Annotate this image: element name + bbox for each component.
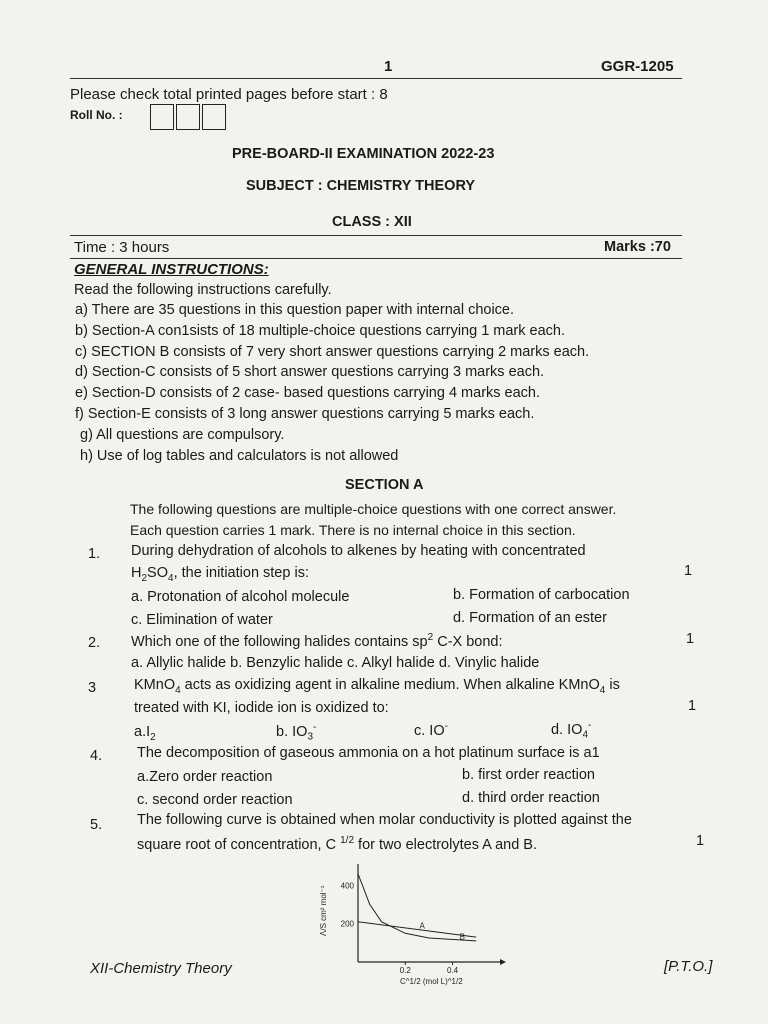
q3-option-d: d. $IO_4^-$: [551, 720, 592, 741]
time-rule-top: [70, 235, 682, 236]
x-tick-label: 0.4: [446, 966, 459, 975]
q1-text: During dehydration of alcohols to alkenes by heating with concentrated: [131, 543, 586, 559]
q4-option-c: c. second order reaction: [137, 792, 293, 808]
q2-text: Which one of the following halides contains $sp^2$ C-X bond:: [131, 632, 503, 650]
q2-marks: 1: [686, 631, 695, 647]
instructions-heading: GENERAL INSTRUCTIONS:: [74, 261, 269, 278]
time-label: Time : 3 hours: [74, 239, 170, 256]
x-axis-label: C^1/2 (mol L)^1/2: [400, 977, 463, 986]
q3-text-line1: KMnO$_4$ acts as oxidizing agent in alkaline medium. When alkaline KMnO$_4$ is: [134, 677, 620, 696]
series-label-a: A: [419, 921, 425, 931]
instructions-intro: Read the following instructions carefully.: [74, 282, 332, 298]
header-rule: [70, 78, 682, 79]
q1-number: 1.: [88, 546, 101, 562]
pages-note: Please check total printed pages before start : 8: [70, 86, 388, 103]
exam-title: PRE-BOARD-II EXAMINATION 2022-23: [232, 146, 495, 162]
paper-code: GGR-1205: [601, 58, 674, 75]
y-tick-label: 400: [340, 881, 354, 891]
instruction-item: d) Section-C consists of 5 short answer questions carrying 3 marks each.: [75, 364, 545, 381]
page-number: 1: [384, 58, 393, 75]
q3-marks: 1: [688, 698, 697, 714]
q1-option-c: c. Elimination of water: [131, 612, 273, 628]
instruction-item: g) All questions are compulsory.: [80, 426, 285, 443]
series-label-b: B: [459, 932, 465, 942]
q3-text-line2: treated with KI, iodide ion is oxidized to:: [134, 700, 389, 716]
x-tick-label: 0.2: [399, 966, 411, 975]
q5-number: 5.: [90, 817, 103, 833]
roll-box-3[interactable]: [202, 104, 226, 130]
instruction-item: e) Section-D consists of 2 case- based questions carrying 4 marks each.: [75, 385, 541, 402]
conductivity-chart: [300, 862, 510, 992]
series-line-a: [358, 922, 476, 937]
instruction-item: b) Section-A con1sists of 18 multiple-choice questions carrying 1 mark each.: [75, 322, 566, 339]
time-rule-bottom: [70, 258, 682, 259]
q4-option-d: d. third order reaction: [462, 790, 600, 806]
q3-option-c: c. IO-: [414, 721, 448, 739]
section-a-heading: SECTION A: [345, 477, 424, 493]
q5-marks: 1: [696, 833, 705, 849]
roll-box-2[interactable]: [176, 104, 200, 130]
section-a-intro-2: Each question carries 1 mark. There is no internal choice in this section.: [130, 522, 576, 538]
q3-number: 3: [88, 680, 97, 696]
q1-text-line2: $H_2SO_4$, the initiation step is:: [131, 565, 309, 584]
q4-option-a: a.Zero order reaction: [137, 769, 273, 785]
y-axis-label: Λ/S cm² mol⁻¹: [319, 885, 328, 936]
q1-marks: 1: [684, 563, 693, 579]
instruction-item: h) Use of log tables and calculators is not allowed: [80, 447, 399, 464]
q5-text-line1: The following curve is obtained when molar conductivity is plotted against the: [137, 812, 632, 828]
q2-options: a. Allylic halide b. Benzylic halide c. Alkyl halide d. Vinylic halide: [131, 655, 540, 671]
q4-text: The decomposition of gaseous ammonia on a hot platinum surface is a1: [137, 745, 600, 761]
roll-box-1[interactable]: [150, 104, 174, 130]
section-a-intro-1: The following questions are multiple-choice questions with one correct answer.: [130, 501, 617, 517]
q1-option-a: a. Protonation of alcohol molecule: [131, 589, 350, 605]
subject-title: SUBJECT : CHEMISTRY THEORY: [246, 178, 476, 194]
y-tick-label: 200: [340, 919, 354, 929]
q5-text-line2: square root of concentration, C $^{1/2}$ for two electrolytes A and B.: [137, 835, 537, 853]
roll-label: Roll No. :: [70, 108, 123, 122]
class-label: CLASS : XII: [332, 214, 412, 230]
q1-option-b: b. Formation of carbocation: [453, 587, 630, 603]
marks-label: Marks :70: [604, 239, 671, 255]
q4-number: 4.: [90, 748, 103, 764]
q2-number: 2.: [88, 635, 101, 651]
instruction-item: a) There are 35 questions in this question paper with internal choice.: [75, 302, 515, 318]
q1-option-d: d. Formation of an ester: [453, 610, 607, 626]
footer-pto: [P.T.O.]: [664, 958, 713, 975]
x-axis-arrow: [500, 959, 506, 965]
q4-option-b: b. first order reaction: [462, 767, 595, 783]
q3-option-b: b. $IO_3^-$: [276, 722, 317, 743]
q3-option-a: $a.I_2$: [134, 724, 156, 743]
footer-subject: XII-Chemistry Theory: [90, 960, 232, 977]
instruction-item: f) Section-E consists of 3 long answer questions carrying 5 marks each.: [75, 406, 535, 422]
series-line-b: [358, 874, 476, 941]
instruction-item: c) SECTION B consists of 7 very short answer questions carrying 2 marks each.: [75, 343, 590, 360]
